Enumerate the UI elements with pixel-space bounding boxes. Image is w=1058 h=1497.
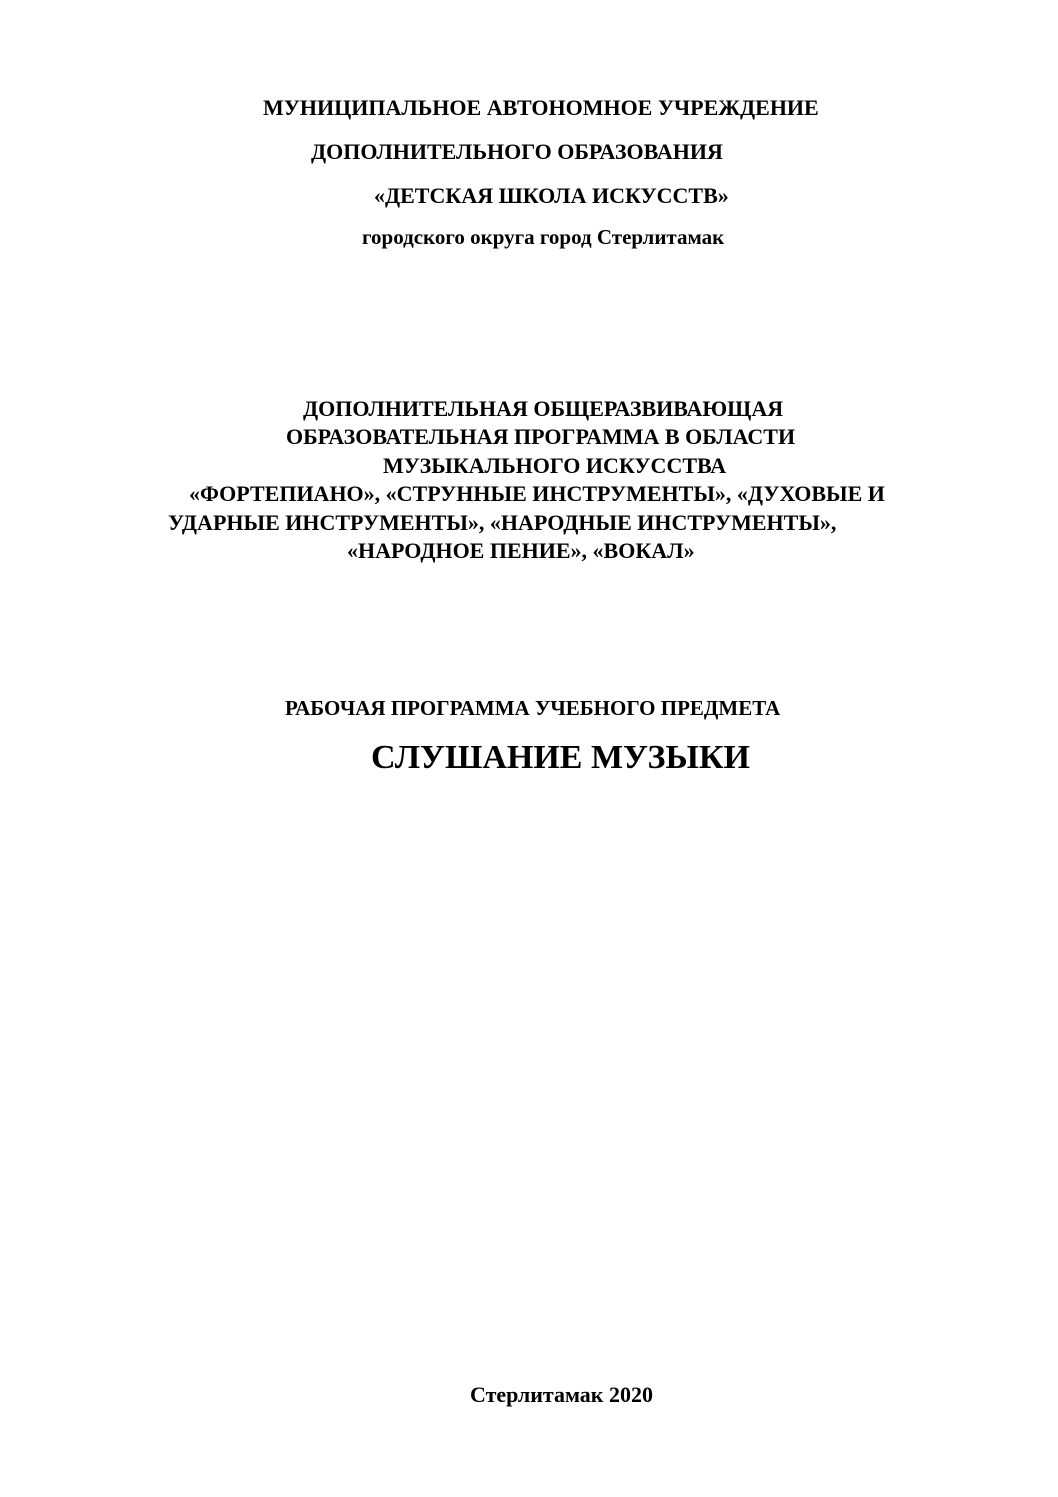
institution-line-3: «ДЕТСКАЯ ШКОЛА ИСКУССТВ» bbox=[374, 183, 729, 208]
program-line-1: ДОПОЛНИТЕЛЬНАЯ ОБЩЕРАЗВИВАЮЩАЯ bbox=[303, 396, 784, 421]
program-line-6: «НАРОДНОЕ ПЕНИЕ», «ВОКАЛ» bbox=[347, 538, 695, 563]
place-year: Стерлитамак 2020 bbox=[470, 1382, 653, 1407]
institution-line-4: городского округа город Стерлитамак bbox=[362, 225, 725, 249]
program-line-3: МУЗЫКАЛЬНОГО ИСКУССТВА bbox=[383, 453, 727, 478]
work-program-label: РАБОЧАЯ ПРОГРАММА УЧЕБНОГО ПРЕДМЕТА bbox=[285, 696, 781, 720]
program-line-4: «ФОРТЕПИАНО», «СТРУННЫЕ ИНСТРУМЕНТЫ», «ДУХОВЫЕ И bbox=[189, 481, 885, 506]
institution-line-1: МУНИЦИПАЛЬНОЕ АВТОНОМНОЕ УЧРЕЖДЕНИЕ bbox=[263, 95, 819, 120]
institution-line-2: ДОПОЛНИТЕЛЬНОГО ОБРАЗОВАНИЯ bbox=[311, 139, 723, 164]
subject-title: СЛУШАНИЕ МУЗЫКИ bbox=[371, 739, 750, 776]
program-line-5: УДАРНЫЕ ИНСТРУМЕНТЫ», «НАРОДНЫЕ ИНСТРУМЕНТЫ», bbox=[168, 510, 837, 535]
program-line-2: ОБРАЗОВАТЕЛЬНАЯ ПРОГРАММА В ОБЛАСТИ bbox=[286, 424, 796, 449]
